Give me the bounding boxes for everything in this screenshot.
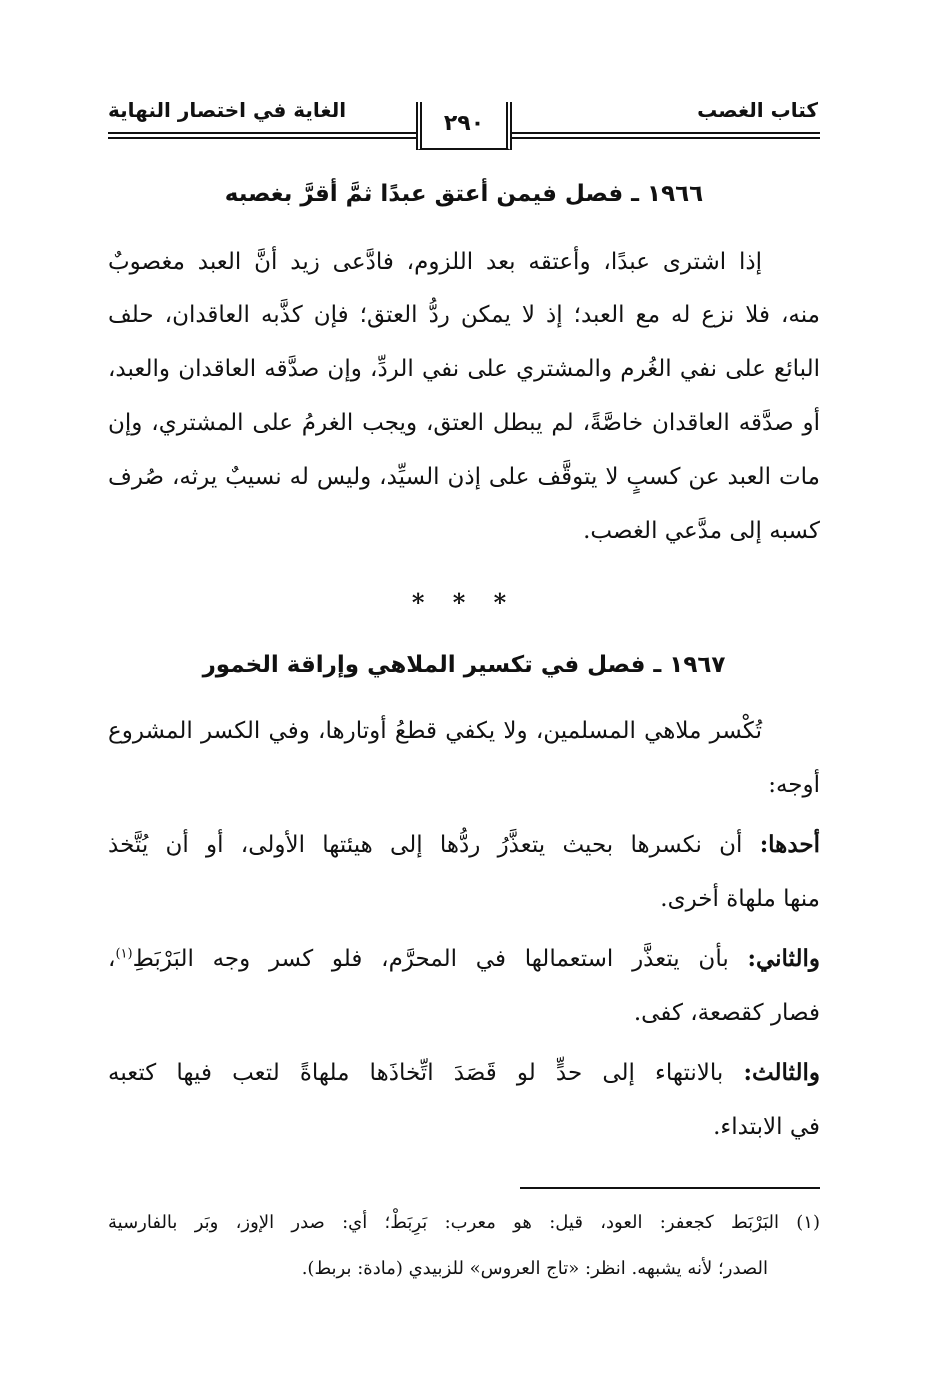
paragraph-line: فصار كقصعة، كفى. — [633, 1000, 820, 1026]
paragraph-line: مات العبد عن كسبٍ لا يتوقَّف على إذن السيِّد، وليس له نسيبٌ يرثه، صُرف — [108, 464, 820, 490]
point-three-line — [108, 1056, 820, 1090]
running-head-book-title: الغاية في اختصار النهاية — [108, 98, 347, 122]
page-number: ٢٩٠ — [443, 111, 485, 136]
footnote-line: الصدر؛ لأنه يشبهه. انظر: «تاج العروس» للزبيدي (مادة: بربط). — [301, 1258, 768, 1279]
footnote-line: (١) البَرْبَط كجعفر: العود، قيل: هو معرب: بَرِبَطْ؛ أي: صدر الإوز، وبَر بالفارسية — [108, 1212, 820, 1233]
paragraph-line: منه، فلا نزع له مع العبد؛ إذ لا يمكن ردُّ العتق؛ فإن كذَّبه العاقدان، حلف — [108, 302, 820, 328]
point-lead: والثاني: — [747, 945, 820, 972]
section-title-1967: ١٩٦٧ ـ فصل في تكسير الملاهي وإراقة الخمور — [202, 652, 726, 678]
footnote-ref[interactable]: (١) — [115, 946, 133, 962]
paragraph-line: أو صدَّقه العاقدان خاصَّةً، لم يبطل العتق، ويجب الغرمُ على المشتري، وإن — [108, 410, 820, 436]
point-two-line — [108, 942, 820, 976]
paragraph-line: أوجه: — [768, 772, 820, 798]
paragraph-line: كسبه إلى مدَّعي الغصب. — [583, 518, 820, 544]
point-text: بالانتهاء إلى حدٍّ لو قَصَدَ اتِّخاذَها ملهاةً لتعب فيها كتعبه — [108, 1060, 724, 1086]
paragraph-line: في الابتداء. — [713, 1114, 820, 1140]
paragraph-line: البائع على نفي الغُرم والمشتري على نفي الردِّ، وإن صدَّقه العاقدان والعبد، — [108, 356, 820, 382]
point-lead: أحدها: — [759, 831, 820, 858]
paragraph-line: منها ملهاة أخرى. — [660, 886, 820, 912]
point-one-line — [108, 828, 820, 862]
footnote-rule — [520, 1187, 820, 1189]
section-title-1966: ١٩٦٦ ـ فصل فيمن أعتق عبدًا ثمَّ أقرَّ بغصبه — [224, 181, 704, 207]
running-head-section: كتاب الغصب — [697, 98, 818, 122]
point-text-tail: ، — [108, 946, 116, 972]
section-separator: * * * — [411, 588, 517, 617]
page-number-frame — [416, 102, 512, 150]
point-lead: والثالث: — [743, 1059, 821, 1086]
point-text: بأن يتعذَّر استعمالها في المحرَّم، فلو كسر وجه البَرْبَطِ — [132, 946, 729, 972]
paragraph-line: تُكْسر ملاهي المسلمين، ولا يكفي قطعُ أوتارها، وفي الكسر المشروع — [108, 718, 762, 744]
paragraph-line: إذا اشترى عبدًا، وأعتقه بعد اللزوم، فادَّعى زيد أنَّ العبد مغصوبٌ — [108, 249, 762, 275]
point-text: أن نكسرها بحيث يتعذَّرُ ردُّها إلى هيئتها الأولى، أو أن يُتَّخذ — [108, 832, 743, 858]
